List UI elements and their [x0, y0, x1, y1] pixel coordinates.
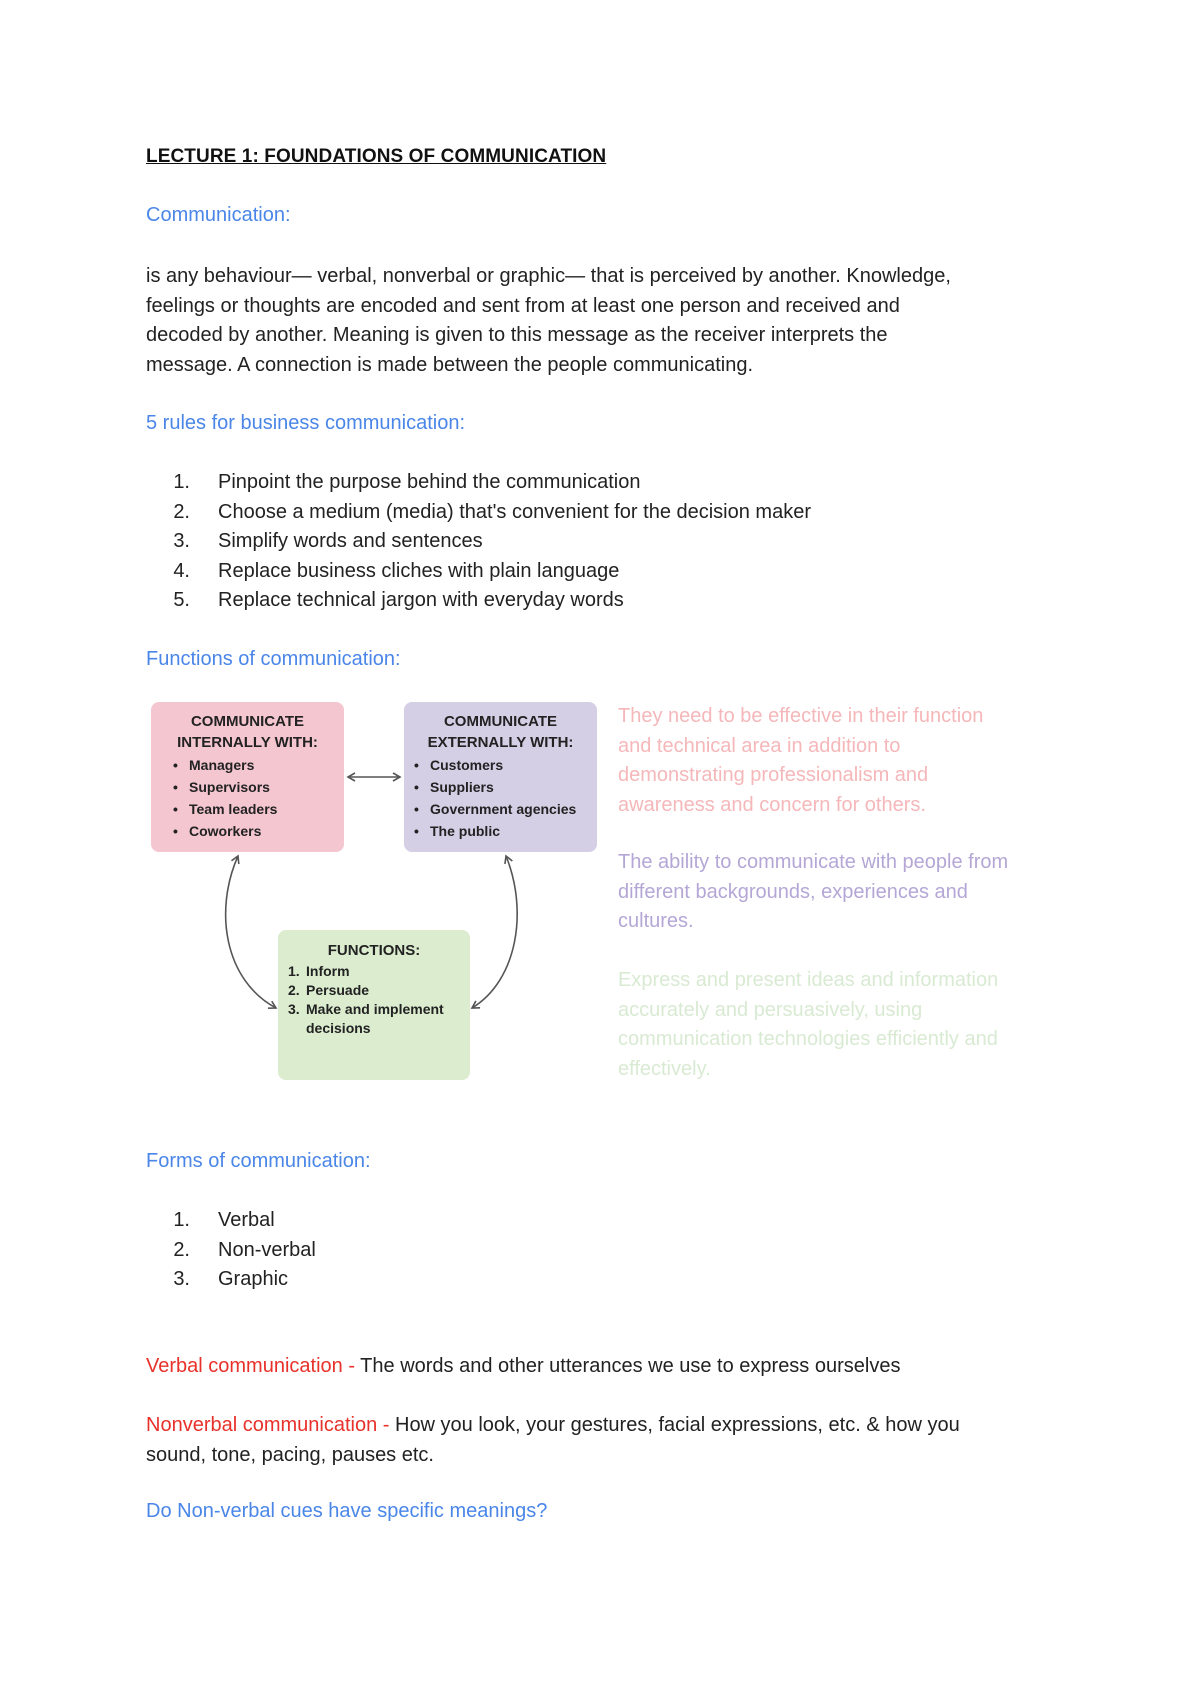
- note-line: awareness and concern for others.: [618, 793, 926, 816]
- note-line: cultures.: [618, 910, 694, 932]
- definition-line: decoded by another. Meaning is given to this message as the receiver interprets the: [146, 324, 888, 346]
- list-text: Customers: [430, 757, 504, 773]
- forms-heading: Forms of communication:: [146, 1150, 371, 1172]
- internal-title: [151, 711, 344, 753]
- list-text: Graphic: [218, 1268, 289, 1290]
- list-number: 1.: [173, 1209, 190, 1231]
- internal-list: [173, 754, 278, 842]
- nonverbal-text: How you look, your gestures, facial expressions, etc. & how you: [389, 1414, 960, 1436]
- list-item: [146, 468, 1046, 498]
- note-line: communication technologies efficiently and: [618, 1028, 998, 1050]
- note-line: accurately and persuasively, using: [618, 998, 923, 1021]
- list-text: Inform: [306, 963, 350, 979]
- communication-heading: Communication:: [146, 204, 291, 226]
- nonverbal-question: Do Non-verbal cues have specific meanings?: [146, 1500, 548, 1522]
- definition-line: feelings or thoughts are encoded and sent from at least one person and received and: [146, 294, 900, 317]
- list-number: 3.: [173, 530, 190, 552]
- verbal-definition: [146, 1352, 1106, 1382]
- rules-list: [146, 468, 1046, 616]
- list-item: • Customers: [414, 757, 504, 773]
- list-text: Persuade: [306, 982, 370, 998]
- list-number: 1.: [173, 471, 190, 493]
- list-text: Replace technical jargon with everyday words: [218, 589, 624, 611]
- internal-box: [151, 702, 344, 852]
- nonverbal-definition: [146, 1411, 1106, 1470]
- nonverbal-text-continued: sound, tone, pacing, pauses etc.: [146, 1443, 434, 1466]
- functions-box-title: FUNCTIONS:: [327, 942, 421, 959]
- list-text: Coworkers: [189, 823, 262, 839]
- note-functions: [618, 966, 1078, 1084]
- list-text: Suppliers: [430, 779, 494, 795]
- list-text: Replace business cliches with plain language: [218, 559, 620, 582]
- list-item: [146, 527, 1046, 557]
- list-number: 4.: [173, 559, 190, 582]
- note-external: [618, 848, 1078, 937]
- list-number: 3.: [288, 1001, 300, 1017]
- internal-functions-arrow: [226, 856, 276, 1008]
- note-line: effectively.: [618, 1057, 711, 1080]
- list-text: Pinpoint the purpose behind the communication: [218, 471, 641, 493]
- list-item: • Suppliers: [414, 779, 494, 795]
- list-item: • Government agencies: [414, 801, 577, 817]
- list-text: Verbal: [218, 1209, 275, 1231]
- external-list: [414, 754, 577, 842]
- page-title: LECTURE 1: FOUNDATIONS OF COMMUNICATION: [146, 146, 607, 167]
- list-item-continuation: decisions: [306, 1020, 371, 1036]
- list-number: 2.: [288, 982, 300, 998]
- list-item: [146, 1236, 746, 1266]
- note-line: The ability to communicate with people from: [618, 851, 1009, 873]
- list-text: Non-verbal: [218, 1238, 316, 1261]
- functions-box-list: [288, 962, 444, 1038]
- list-item: [146, 557, 1046, 587]
- list-text: The public: [430, 823, 500, 839]
- internal-title-line: COMMUNICATE: [190, 713, 305, 730]
- verbal-term: Verbal communication -: [146, 1355, 355, 1377]
- list-number: 3.: [173, 1268, 190, 1290]
- list-text: Choose a medium (media) that's convenient for the decision maker: [218, 500, 811, 523]
- external-title-line: COMMUNICATE: [443, 713, 558, 730]
- list-item: [146, 1265, 746, 1295]
- external-functions-arrow: [472, 856, 517, 1008]
- list-item: • Team leaders: [173, 801, 278, 817]
- list-item: [288, 962, 444, 981]
- internal-title-line: INTERNALLY WITH:: [177, 734, 318, 751]
- communication-definition: [146, 262, 1066, 380]
- external-title: [404, 711, 597, 753]
- list-item: • The public: [414, 823, 500, 839]
- functions-box: [278, 930, 470, 1080]
- list-text: Team leaders: [189, 801, 278, 817]
- external-title-line: EXTERNALLY WITH:: [427, 734, 574, 751]
- note-line: Express and present ideas and information: [618, 969, 999, 991]
- list-text: Make and implement: [306, 1001, 444, 1017]
- list-text: Managers: [189, 757, 255, 773]
- list-item: • Supervisors: [173, 779, 270, 795]
- list-text: Government agencies: [430, 801, 577, 817]
- list-item: [288, 1000, 444, 1019]
- forms-list: [146, 1206, 746, 1295]
- list-item: [146, 1206, 746, 1236]
- functions-heading: Functions of communication:: [146, 648, 401, 670]
- list-text: Supervisors: [189, 779, 270, 795]
- list-text: Simplify words and sentences: [218, 530, 483, 552]
- list-number: 1.: [288, 963, 300, 979]
- list-number: 2.: [173, 1238, 190, 1261]
- list-number: 2.: [173, 500, 190, 523]
- definition-line: message. A connection is made between the people communicating.: [146, 353, 754, 376]
- definition-line: is any behaviour— verbal, nonverbal or graphic— that is perceived by another. Knowledge,: [146, 265, 951, 287]
- nonverbal-term: Nonverbal communication -: [146, 1414, 390, 1436]
- list-item: [146, 586, 1046, 616]
- note-line: and technical area in addition to: [618, 734, 901, 757]
- verbal-text: The words and other utterances we use to express ourselves: [354, 1355, 901, 1377]
- list-number: 5.: [173, 589, 190, 611]
- list-item: • Managers: [173, 757, 255, 773]
- list-item: [146, 498, 1046, 528]
- list-item: [288, 981, 444, 1000]
- list-item: • Coworkers: [173, 823, 262, 839]
- note-line: different backgrounds, experiences and: [618, 880, 968, 903]
- external-box: [404, 702, 597, 852]
- note-line: demonstrating professionalism and: [618, 764, 929, 786]
- rules-heading: 5 rules for business communication:: [146, 412, 466, 434]
- note-internal: [618, 702, 1078, 820]
- note-line: They need to be effective in their function: [618, 705, 984, 727]
